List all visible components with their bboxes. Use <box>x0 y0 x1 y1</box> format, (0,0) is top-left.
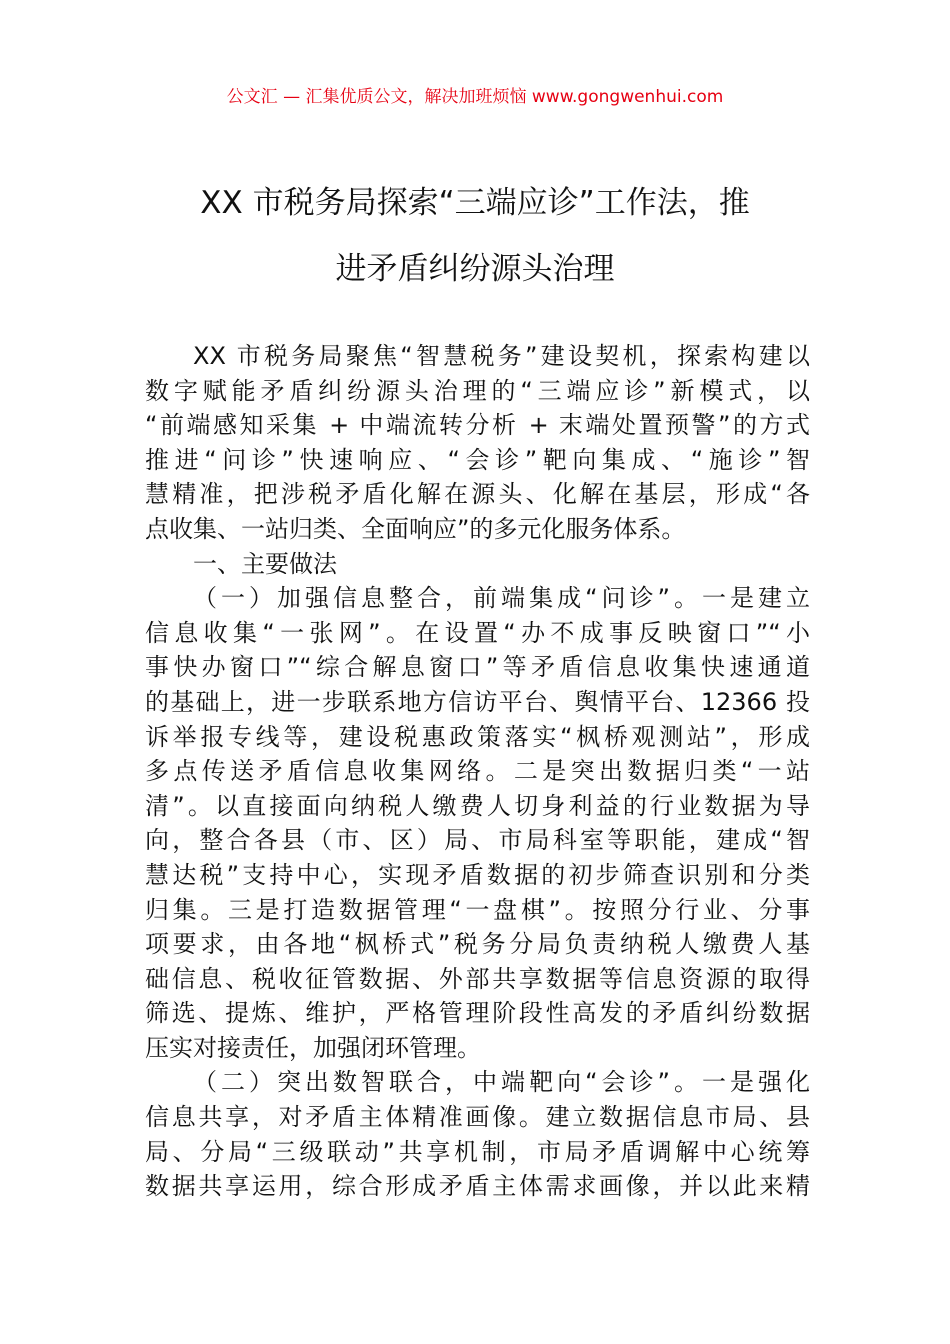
paragraph-line: 础信息、税收征管数据、外部共享数据等信息资源的取得 <box>145 964 810 993</box>
paragraph-line: 向，整合各县（市、区）局、市局科室等职能，建成“智 <box>145 826 810 855</box>
paragraph-line: 慧精准，把涉税矛盾化解在源头、化解在基层，形成“各 <box>145 480 810 509</box>
title-line: 进矛盾纠纷源头治理 <box>335 251 615 287</box>
paragraph-line: 信息收集“一张网”。在设置“办不成事反映窗口”“小 <box>145 618 810 647</box>
paragraph-line: 多点传送矛盾信息收集网络。二是突出数据归类“一站 <box>145 757 810 786</box>
paragraph-line: 数据共享运用，综合形成矛盾主体需求画像，并以此来精 <box>145 1172 810 1201</box>
paragraph-line: 诉举报专线等，建设税惠政策落实“枫桥观测站”，形成 <box>145 722 810 751</box>
paragraph-line: 点收集、一站归类、全面响应”的多元化服务体系。 <box>145 514 686 543</box>
paragraph-line: 信息共享，对矛盾主体精准画像。建立数据信息市局、县 <box>145 1103 810 1132</box>
paragraph-line: 慧达税”支持中心，实现矛盾数据的初步筛查识别和分类 <box>145 860 810 889</box>
paragraph-line: （一）加强信息整合，前端集成“问诊”。一是建立 <box>193 584 810 613</box>
paragraph-line: 推进“问诊”快速响应、“会诊”靶向集成、“施诊”智 <box>145 445 810 474</box>
paragraph-line: 的基础上，进一步联系地方信访平台、舆情平台、12366 投 <box>145 687 810 716</box>
paragraph-line: 归集。三是打造数据管理“一盘棋”。按照分行业、分事 <box>145 895 810 924</box>
paragraph-line: 筛选、提炼、维护，严格管理阶段性高发的矛盾纠纷数据 <box>145 999 810 1028</box>
paragraph-line: （二）突出数智联合，中端靶向“会诊”。一是强化 <box>193 1068 810 1097</box>
paragraph-line: 压实对接责任，加强闭环管理。 <box>145 1033 481 1062</box>
title-line: XX 市税务局探索“三端应诊”工作法，推 <box>200 185 750 221</box>
paragraph-line: “前端感知采集 + 中端流转分析 + 末端处置预警”的方式 <box>145 411 810 440</box>
paragraph-line: XX 市税务局聚焦“智慧税务”建设契机，探索构建以 <box>193 342 810 370</box>
header-banner: 公文汇 — 汇集优质公文，解决加班烦恼 www.gongwenhui.com <box>226 87 724 107</box>
document-title <box>120 170 830 302</box>
document-body <box>145 339 810 1204</box>
paragraph-line: 事快办窗口”“综合解息窗口”等矛盾信息收集快速通道 <box>145 653 810 682</box>
section-heading: 一、主要做法 <box>193 549 337 578</box>
paragraph-line: 清”。以直接面向纳税人缴费人切身利益的行业数据为导 <box>145 791 810 820</box>
paragraph-line: 项要求，由各地“枫桥式”税务分局负责纳税人缴费人基 <box>145 930 810 959</box>
paragraph-line: 数字赋能矛盾纠纷源头治理的“三端应诊”新模式，以 <box>145 376 810 405</box>
paragraph-line: 局、分局“三级联动”共享机制，市局矛盾调解中心统筹 <box>145 1137 810 1166</box>
